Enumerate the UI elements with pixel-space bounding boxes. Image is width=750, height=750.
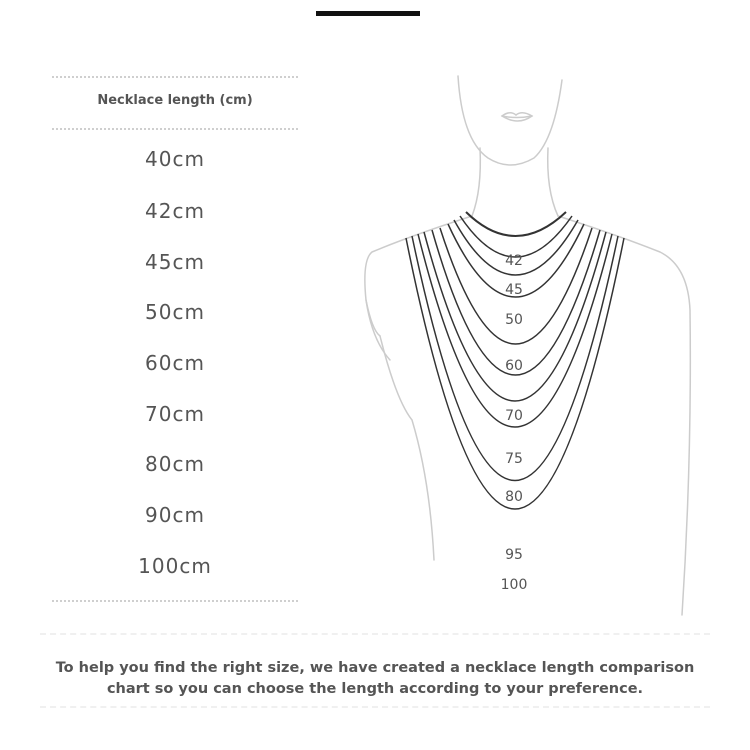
length-row-70cm: 70cm	[145, 402, 205, 426]
length-row-90cm: 90cm	[145, 503, 205, 527]
label-80: 80	[505, 489, 523, 505]
label-45: 45	[505, 282, 523, 298]
footer-line-2: chart so you can choose the length according to your preference.	[106, 681, 644, 697]
table-header: Necklace length (cm)	[97, 93, 253, 108]
length-row-60cm: 60cm	[145, 351, 205, 375]
table-top-rule	[52, 76, 298, 78]
label-70: 70	[505, 408, 523, 424]
footer-line-1: To help you find the right size, we have created a necklace length comparison	[55, 660, 695, 676]
label-95: 95	[505, 547, 523, 563]
label-50: 50	[505, 312, 523, 328]
length-row-100cm: 100cm	[138, 554, 212, 578]
table-header-rule	[52, 128, 298, 130]
footer-bottom-divider	[40, 706, 710, 708]
footer-caption	[20, 658, 730, 700]
label-60: 60	[505, 358, 523, 374]
footer-top-divider	[40, 633, 710, 635]
length-row-42cm: 42cm	[145, 199, 205, 223]
top-accent-bar	[316, 11, 420, 16]
neck-left	[472, 148, 480, 216]
label-75: 75	[505, 451, 523, 467]
neck-right	[548, 148, 558, 216]
length-row-45cm: 45cm	[145, 250, 205, 274]
table-bottom-rule	[52, 600, 298, 602]
length-row-80cm: 80cm	[145, 452, 205, 476]
length-row-40cm: 40cm	[145, 147, 205, 171]
label-100: 100	[500, 577, 528, 593]
bust-illustration	[350, 40, 710, 630]
length-row-50cm: 50cm	[145, 300, 205, 324]
necklace-figure	[350, 40, 710, 630]
bust-outline	[365, 76, 690, 615]
right-shoulder	[558, 216, 690, 615]
chain-40	[466, 212, 566, 236]
label-42: 42	[505, 253, 523, 269]
left-arm	[380, 336, 434, 560]
